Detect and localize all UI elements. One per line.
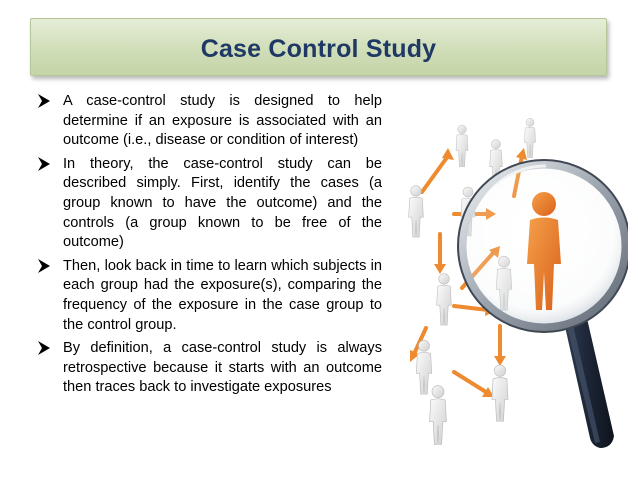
bullet-item [36,257,382,335]
arrowhead-bullet-icon [37,340,51,356]
slide-title: Case Control Study [200,34,437,63]
arrowhead-bullet-icon [37,93,51,109]
title-bar [30,18,607,76]
bullet-item [36,339,382,398]
bullet-text: A case-control study is designed to help determine if an exposure is associated with an outcome (i.e., disease or condition of interest) [63,93,382,149]
arrowhead-bullet-icon [37,258,51,274]
bullet-list [36,92,382,402]
bullet-item [36,92,382,151]
arrowhead-bullet-icon [37,156,51,172]
bullet-text: Then, look back in time to learn which subjects in each group had the exposure(s), comparing the frequency of the exposure in the case group to the control group. [63,257,382,333]
bullet-item [36,155,382,253]
bullet-text: By definition, a case-control study is always retrospective because it starts with an outcome then traces back to investigate exposures [63,340,382,396]
bullet-text: In theory, the case-control study can be described simply. First, identify the cases (a group known to have the outcome) and the controls (a group known to be free of the outcome) [63,155,382,251]
magnifying-glass-network-icon [396,96,628,456]
